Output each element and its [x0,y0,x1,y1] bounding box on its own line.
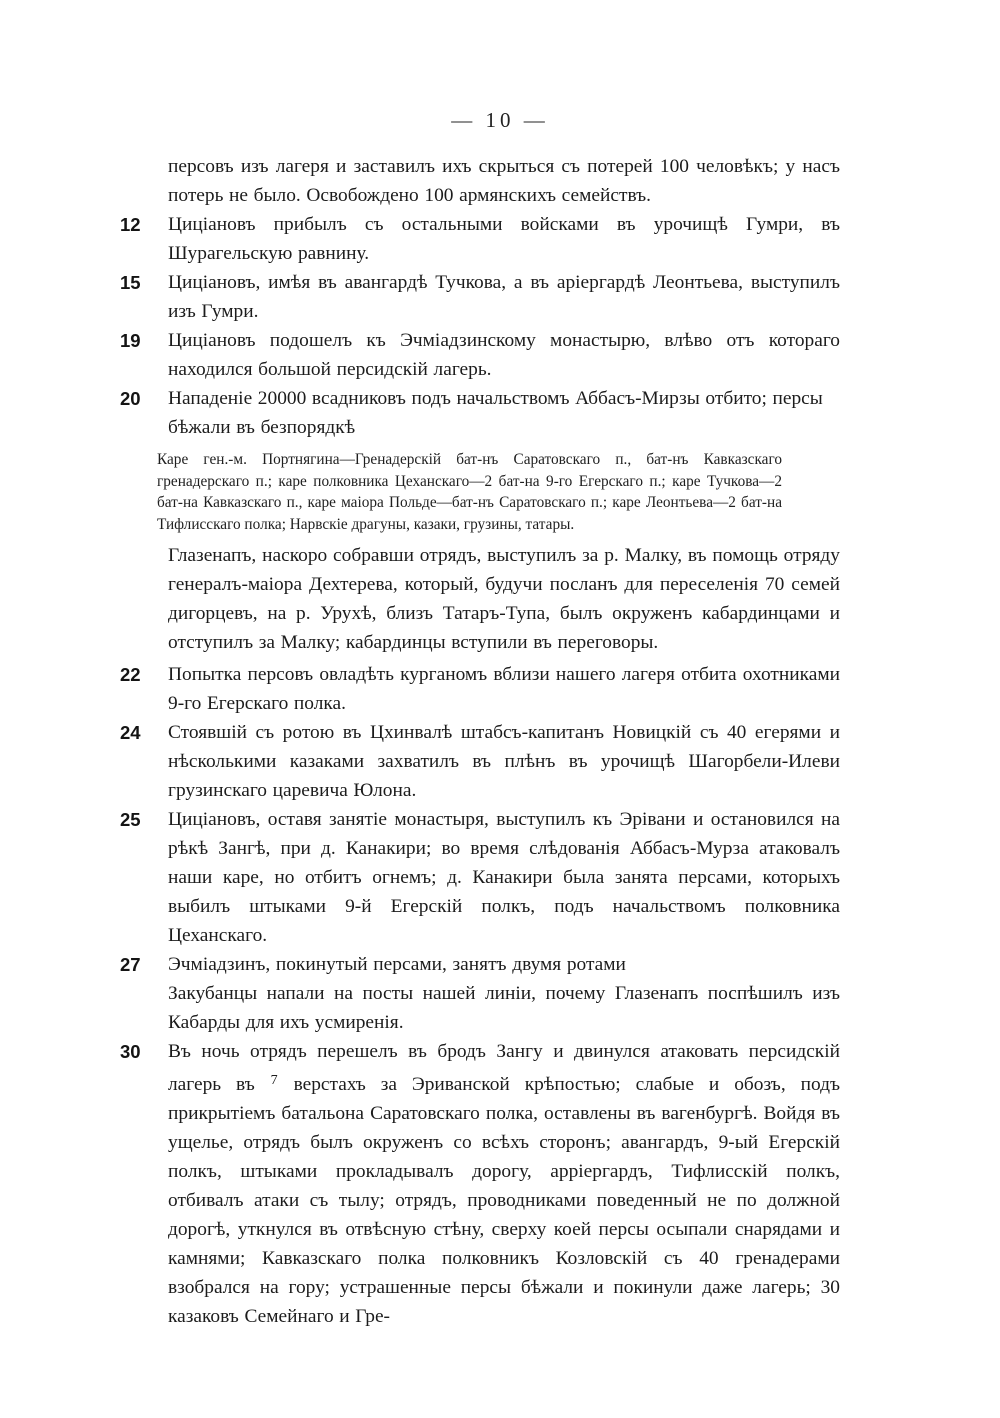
entry-opening [120,152,840,210]
entry-day-19 [120,326,840,384]
inset-text: Каре ген.-м. Портнягина—Гренадерскiй бат-нъ Саратовскаго п., бат-нъ Кавказскаго гренадерскаго п.; каре полковника Цеханскаго—2 бат-на 9-го Егерскаго п.; каре Тучкова—2 бат-на Кавказскаго п., каре маiора Польде—бат-нъ Саратовскаго п.; каре Леонтьева—2 бат-на Тифлисскаго полка; Нарвскiе драгуны, казаки, грузины, татары. [157,451,782,533]
day-number: 15 [120,272,141,293]
paragraph-text: Эчмiадзинъ, покинутый персами, занятъ двумя ротами [168,954,626,975]
day-number: 20 [120,388,141,409]
day-number: 12 [120,214,141,235]
entry-day-20 [120,384,840,442]
entry-zakubantsy [120,979,840,1037]
paragraph-text: Цицiановъ, оставя занятiе монастыря, выступилъ къ Эрiвани и остановился на рѣкѣ Зангѣ, при д. Канакири; во время слѣдованiя Аббасъ-Мурза атаковалъ наши каре, но отбитъ огнемъ; д. Канакири была занята персами, которыхъ выбилъ штыками 9-й Егерскiй полкъ, подъ начальствомъ полковника Цеханскаго. [168,809,840,946]
day-number: 19 [120,330,141,351]
paragraph-text: Попытка персовъ овладѣть курганомъ вблизи нашего лагеря отбита охотниками 9-го Егерскаго полка. [168,664,840,714]
entry-glazenap [120,541,840,657]
paragraph-text: Цицiановъ, имѣя въ авангардѣ Тучкова, а въ арiергардѣ Леонтьева, выступилъ изъ Гумри. [168,272,840,322]
paragraph-text [168,1037,840,1331]
entry-day-25 [120,805,840,950]
day-number: 24 [120,722,141,743]
entry-day-24 [120,718,840,805]
paragraph-text: Закубанцы напали на посты нашей линiи, почему Глазенапъ поспѣшилъ изъ Кабарды для ихъ усмиренiя. [168,983,840,1033]
paragraph-text-part1: Въ ночь отрядъ перешелъ въ бродъ Зангу и двинулся атаковать персидскiй лагерь въ [168,1041,840,1095]
entry-day-27 [120,950,840,979]
entry-day-12 [120,210,840,268]
paragraph-text: персовъ изъ лагеря и заставилъ ихъ скрыться съ потерей 100 человѣкъ; у насъ потерь не было. Освобождено 100 армянскихъ семействъ. [168,156,840,206]
paragraph-text: Стоявшiй съ ротою въ Цхинвалѣ штабсъ-капитанъ Новицкiй съ 40 егерями и нѣсколькими казаками захватилъ въ плѣнъ въ урочищѣ Шагорбели-Илеви грузинскаго царевича Юлона. [168,722,840,801]
day-number: 30 [120,1041,141,1062]
paragraph-text: Нападенiе 20000 всадниковъ подъ начальствомъ Аббасъ-Мирзы отбито; персы бѣжали въ безпорядкѣ [168,388,823,438]
inset-order-of-battle [120,449,840,535]
paragraph-text: Глазенапъ, наскоро собравши отрядъ, выступилъ за р. Малку, въ помощь отряду генералъ-маiора Дехтерева, который, будучи посланъ для переселенiя 70 семей дигорцевъ, на р. Урухѣ, близъ Татаръ-Тупа, былъ окруженъ кабардинцами и отступилъ за Малку; кабардинцы вступили въ переговоры. [168,545,840,653]
day-number: 22 [120,664,141,685]
entry-day-15 [120,268,840,326]
paragraph-text: Цицiановъ прибылъ съ остальными войсками въ урочищѣ Гумри, въ Шурагельскую равнину. [168,214,840,264]
day-number: 27 [120,954,141,975]
day-number: 25 [120,809,141,830]
superscript-number: 7 [270,1073,278,1088]
page-text-block [120,152,840,1331]
entry-day-22 [120,660,840,718]
page-number-header: — 10 — [451,108,549,132]
entry-day-30 [120,1037,840,1331]
paragraph-text-part2: верстахъ за Эриванской крѣпостью; слабые и обозъ, подъ прикрытiемъ батальона Саратовскаго полка, оставлены въ вагенбургѣ. Войдя въ ущелье, отрядъ былъ окруженъ со всѣхъ сторонъ; авангардъ, 9-ый Егерскiй полкъ, штыками прокладывалъ дорогу, аррiергардъ, Тифлисскiй полкъ, отбивалъ атаки съ тылу; отрядъ, проводниками поведенный не по должной дорогѣ, уткнулся въ отвѣсную стѣну, сверху коей персы осыпали снарядами и камнями; Кавказскаго полка полковникъ Козловскiй съ 40 гренадерами взобрался на гору; устрашенные персы бѣжали и покинули даже лагерь; 30 казаковъ Семейнаго и Гре- [168,1073,840,1327]
paragraph-text: Цицiановъ подошелъ къ Эчмiадзинскому монастырю, влѣво отъ котораго находился большой персидскiй лагерь. [168,330,840,380]
